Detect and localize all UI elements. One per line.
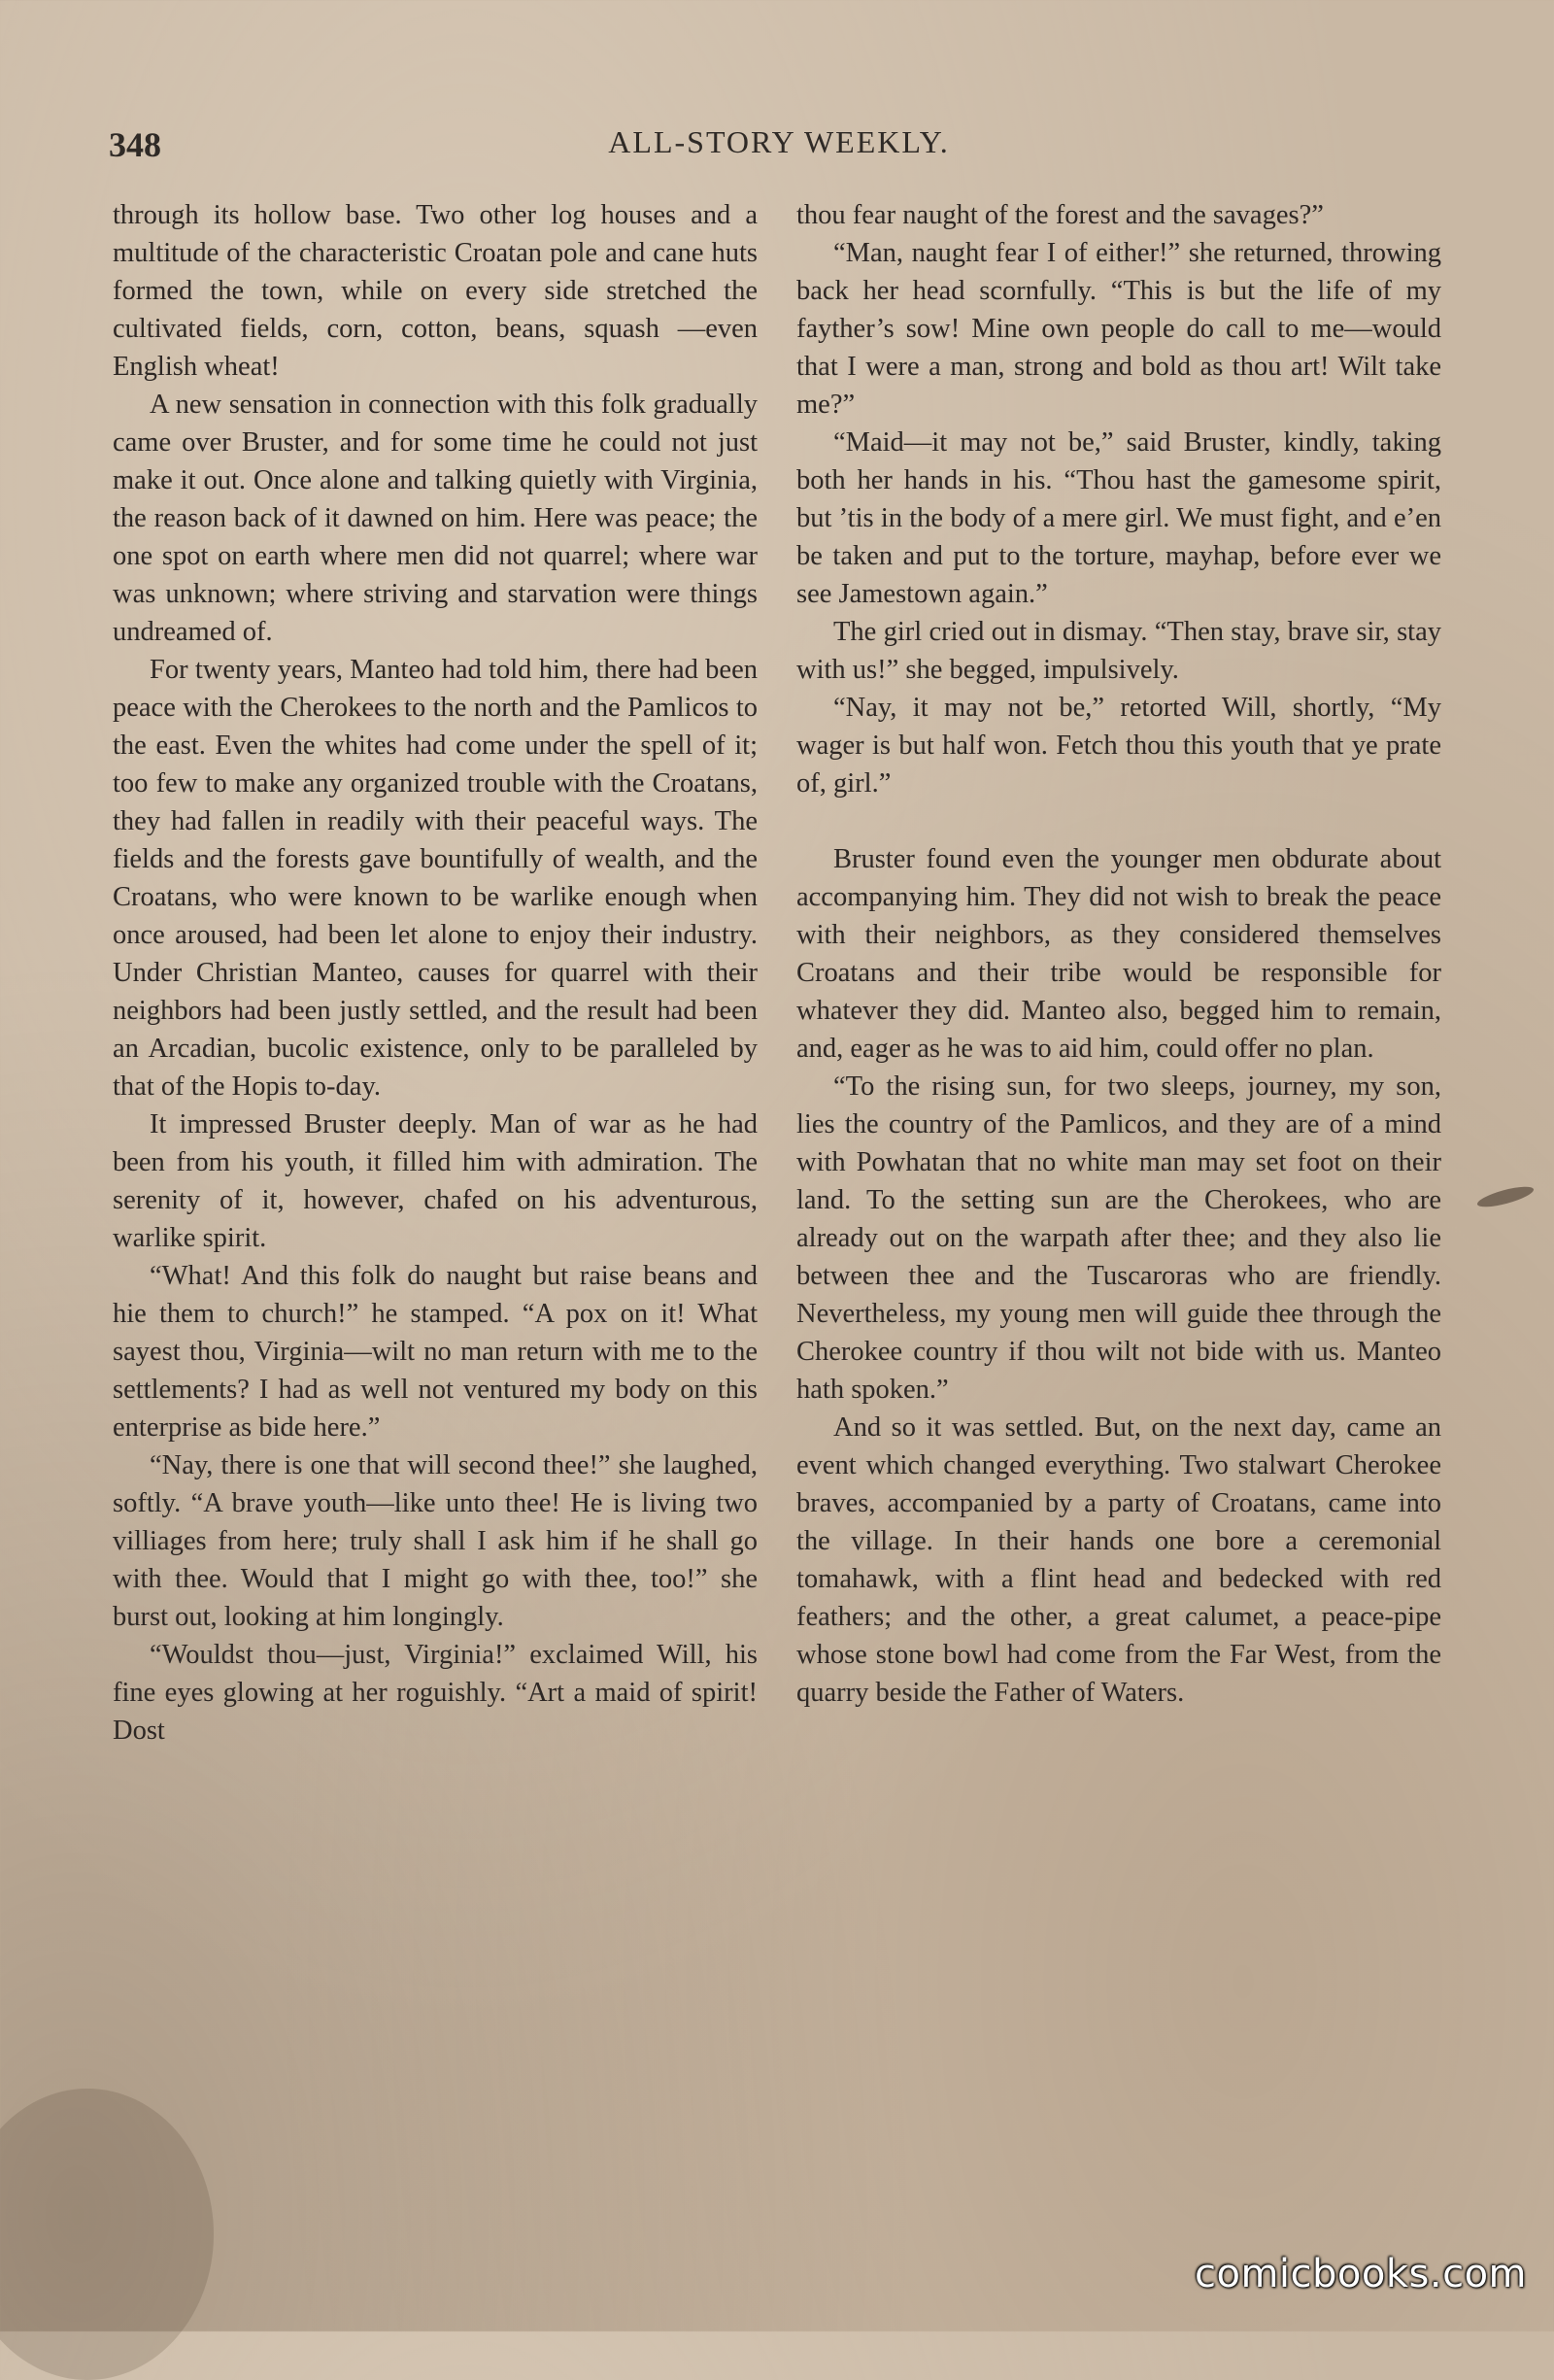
watermark: comicbooks.com [1195,2252,1528,2296]
paragraph: And so it was settled. But, on the next day, came an event which changed everything. Two stalwart Cherokee braves, accompanied by a party of Croatans, came into the village. In their hands one bore a ceremonial tomahawk, with a flint head and bedecked with red feathers; and the other, a great calumet, a peace-pipe whose stone bowl had come from the Far West, from the quarry beside the Father of Waters. [796,1412,1441,1708]
page-header [109,117,1449,175]
paragraph: The girl cried out in dismay. “Then stay, brave sir, stay with us!” she begged, impulsively. [796,617,1441,685]
paragraph: “To the rising sun, for two sleeps, journey, my son, lies the country of the Pamlicos, and they are of a mind with Powhatan that no white man may set foot on their land. To the setting sun are the Cherokees, who are already out on the warpath after thee; and they also lie between thee and the Tuscaroras who are friendly. Nevertheless, my young men will guide thee through the Cherokee country if thou wilt not bide with us. Manteo hath spoken.” [796,1071,1441,1405]
right-column [796,196,1441,1712]
paragraph: through its hollow base. Two other log houses and a multitude of the characteristic Croatan pole and cane huts formed the town, while on every side stretched the cultivated fields, corn, cotton, beans, squash —even English wheat! [113,200,758,382]
running-title: ALL-STORY WEEKLY. [608,124,950,159]
paragraph: “Maid—it may not be,” said Bruster, kindly, taking both her hands in his. “Thou hast the gamesome spirit, but ’tis in the body of a mere girl. We must fight, and e’en be taken and put to the torture, mayhap, before ever we see Jamestown again.” [796,427,1441,609]
left-column [113,196,758,1750]
paragraph: Bruster found even the younger men obdurate about accompanying him. They did not wish to break the peace with their neighbors, as they considered themselves Croatans and their tribe would be responsible for whatever they did. Manteo also, begged him to remain, and, eager as he was to aid him, could offer no plan. [796,844,1441,1064]
paragraph: For twenty years, Manteo had told him, there had been peace with the Cherokees to the north and the Pamlicos to the east. Even the whites had come under the spell of it; too few to make any organized trouble with the Croatans, they had fallen in readily with their peaceful ways. The fields and the forests gave bountifully of wealth, and the Croatans, who were known to be warlike enough when once aroused, had been let alone to enjoy their industry. Under Christian Manteo, causes for quarrel with their neighbors had been justly settled, and the result had been an Arcadian, bucolic existence, only to be paralleled by that of the Hopis to-day. [113,655,758,1102]
paragraph: A new sensation in connection with this folk gradually came over Bruster, and for some time he could not just make it out. Once alone and talking quietly with Virginia, the reason back of it dawned on him. Here was peace; the one spot on earth where men did not quarrel; where war was unknown; where striving and starvation were things undreamed of. [113,390,758,647]
paper-stain [0,2089,214,2380]
paragraph: “Man, naught fear I of either!” she returned, throwing back her head scornfully. “This is but the life of my fayther’s sow! Mine own people do call to me—would that I were a man, strong and bold as thou art! Wilt take me?” [796,238,1441,420]
page-number: 348 [109,125,161,164]
paragraph: “Nay, it may not be,” retorted Will, shortly, “My wager is but half won. Fetch thou this youth that ye prate of, girl.” [796,693,1441,799]
paragraph: “Wouldst thou—just, Virginia!” exclaimed Will, his fine eyes glowing at her roguishly. “Art a maid of spirit! Dost [113,1640,758,1746]
paper-stain [1475,1182,1536,1210]
paragraph: “What! And this folk do naught but raise beans and hie them to church!” he stamped. “A pox on it! What sayest thou, Virginia—wilt no man return with me to the settlements? I had as well not ventured my body on this enterprise as bide here.” [113,1261,758,1443]
paragraph: “Nay, there is one that will second thee!” she laughed, softly. “A brave youth—like unto thee! He is living two villiages from here; truly shall I ask him if he shall go with thee. Would that I might go with thee, too!” she burst out, looking at him longingly. [113,1450,758,1632]
paragraph: It impressed Bruster deeply. Man of war as he had been from his youth, it filled him with admiration. The serenity of it, however, chafed on his adventurous, warlike spirit. [113,1109,758,1253]
paragraph: thou fear naught of the forest and the savages?” [796,200,1324,230]
